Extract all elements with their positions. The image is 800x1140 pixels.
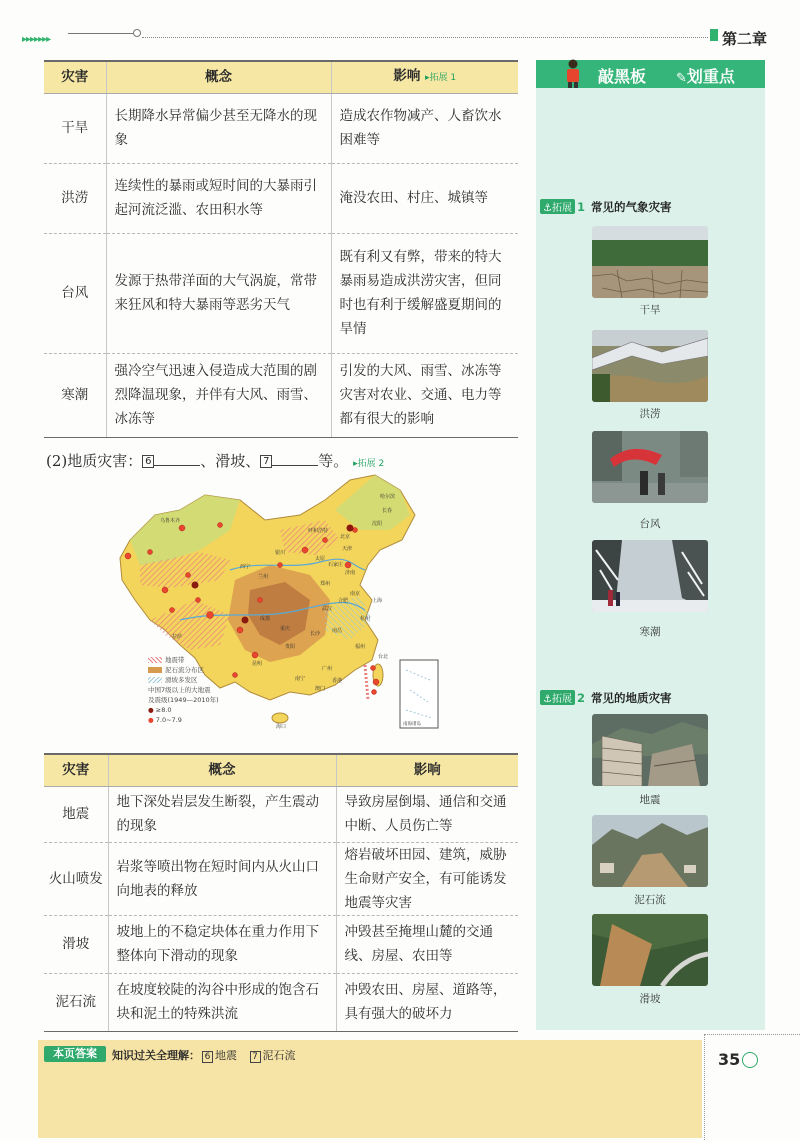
debris-flow-image [592, 815, 708, 887]
table-row [44, 93, 518, 163]
svg-text:沈阳: 沈阳 [372, 521, 383, 527]
teacher-icon [564, 58, 582, 88]
geological-disaster-table [44, 753, 518, 1032]
timer-icon [742, 1052, 758, 1068]
disaster-concept: 坡地上的不稳定块体在重力作用下整体向下滑动的现象 [108, 915, 336, 973]
col-header-impact [331, 61, 518, 93]
disaster-concept: 强冷空气迅速入侵造成大范围的剧烈降温现象，并伴有大风、雨雪、冰冻等 [106, 353, 331, 437]
svg-text:石家庄: 石家庄 [328, 562, 344, 568]
flood-image [592, 330, 708, 402]
svg-text:台北: 台北 [378, 654, 389, 660]
legend-item: ● ≥8.0 [148, 706, 172, 714]
banner-title-right-label: 划重点 [686, 67, 735, 86]
header-dotted-rule [142, 37, 708, 38]
drought-photo [592, 226, 708, 298]
disaster-name: 泥石流 [44, 973, 108, 1031]
svg-text:澳门: 澳门 [315, 686, 326, 692]
extension-tag: ▸拓展 2 [353, 459, 385, 469]
svg-text:兰州: 兰州 [258, 574, 269, 580]
extension-badge-label: 拓展 [551, 694, 572, 705]
photo-caption: 寒潮 [639, 626, 661, 638]
answer-badge: 本页答案 [44, 1046, 106, 1062]
svg-text:香港: 香港 [332, 678, 343, 684]
disaster-concept: 在坡度较陡的沟谷中形成的饱含石块和泥土的特殊洪流 [108, 973, 336, 1031]
question-suffix: 等。 [318, 452, 349, 470]
cold-wave-image [592, 540, 708, 612]
disaster-concept: 发源于热带洋面的大气涡旋，常带来狂风和特大暴雨等恶劣天气 [106, 233, 331, 353]
legend-item: ● 7.0~7.9 [148, 716, 182, 724]
disaster-name: 火山喷发 [44, 842, 108, 915]
answer-number-7: 7 [250, 1051, 261, 1063]
disaster-name: 滑坡 [44, 915, 108, 973]
chapter-tab-icon [710, 29, 718, 41]
page-corner-rule [704, 1034, 705, 1140]
table-row [44, 163, 518, 233]
col-header-disaster: 灾害 [44, 61, 106, 93]
legend-label: 泥石流分布区 [165, 666, 204, 674]
map-legend [148, 655, 219, 725]
svg-text:长春: 长春 [382, 508, 393, 514]
disaster-impact: 熔岩破坏田园、建筑，威胁生命财产安全，有可能诱发地震等灾害 [336, 842, 518, 915]
legend-item [148, 655, 219, 665]
extension-badge: ⚓拓展 [540, 690, 575, 705]
sidebar-banner [536, 60, 765, 88]
disaster-name: 洪涝 [44, 163, 106, 233]
answer-blank-7[interactable] [272, 454, 318, 466]
disaster-impact: 淹没农田、村庄、城镇等 [331, 163, 518, 233]
svg-text:哈尔滨: 哈尔滨 [380, 494, 396, 500]
extension-number: 1 [576, 200, 585, 214]
answer-value-7: 泥石流 [262, 1049, 296, 1062]
legend-swatch [148, 657, 162, 663]
banner-title-right: ✎划重点 [676, 67, 735, 86]
svg-text:天津: 天津 [342, 546, 353, 552]
svg-text:长沙: 长沙 [310, 631, 321, 637]
earthquake-photo [592, 714, 708, 786]
chapter-title: 第二章 [722, 30, 768, 48]
svg-text:太原: 太原 [315, 556, 326, 562]
svg-text:拉萨: 拉萨 [172, 634, 183, 640]
svg-text:上海: 上海 [372, 598, 383, 604]
svg-text:海口: 海口 [276, 724, 287, 730]
table-row [44, 786, 518, 842]
photo-caption: 泥石流 [634, 894, 666, 906]
extension-1-heading [540, 199, 671, 215]
table-row [44, 842, 518, 915]
answer-label: 知识过关全理解： [112, 1049, 200, 1062]
header-rule [68, 33, 134, 34]
disaster-name: 干旱 [44, 93, 106, 163]
disaster-impact: 冲毁农田、房屋、道路等，具有强大的破坏力 [336, 973, 518, 1031]
col-header-impact-label: 影响 [393, 68, 421, 85]
flood-photo [592, 330, 708, 402]
svg-text:重庆: 重庆 [280, 626, 291, 632]
table-header-row [44, 61, 518, 93]
legend-swatch [148, 667, 162, 673]
legend-label: 滑坡多发区 [165, 676, 198, 684]
photo-caption: 滑坡 [639, 993, 661, 1005]
question-prefix: (2)地质灾害： [46, 452, 143, 470]
legend-label: 中国7级以上的大地震 [148, 686, 211, 694]
svg-text:乌鲁木齐: 乌鲁木齐 [160, 518, 181, 524]
svg-text:贵阳: 贵阳 [285, 644, 296, 650]
blank-number-7: 7 [260, 455, 272, 468]
extension-title: 常见的气象灾害 [590, 200, 672, 214]
svg-text:郑州: 郑州 [320, 581, 331, 587]
answer-blank-6[interactable] [154, 454, 200, 466]
answer-number-6: 6 [202, 1051, 213, 1063]
geological-disaster-question [46, 450, 384, 471]
typhoon-photo [592, 431, 708, 503]
page-corner-rule [704, 1034, 800, 1035]
disaster-name: 地震 [44, 786, 108, 842]
table-row [44, 915, 518, 973]
page-number: 35 [718, 1050, 741, 1069]
svg-text:南宁: 南宁 [295, 676, 306, 682]
svg-text:杭州: 杭州 [360, 616, 371, 622]
photo-caption: 干旱 [639, 304, 661, 316]
disaster-impact: 既有利又有弊，带来的特大暴雨易造成洪涝灾害，但同时也有利于缓解盛夏期间的旱情 [331, 233, 518, 353]
disaster-concept: 连续性的暴雨或短时间的大暴雨引起河流泛滥、农田积水等 [106, 163, 331, 233]
svg-text:北京: 北京 [340, 534, 351, 540]
svg-text:福州: 福州 [355, 644, 366, 650]
svg-text:合肥: 合肥 [338, 598, 349, 604]
svg-text:南昌: 南昌 [332, 628, 343, 634]
svg-text:成都: 成都 [260, 616, 271, 622]
typhoon-image [592, 431, 708, 503]
disaster-impact: 导致房屋倒塌、通信和交通中断、人员伤亡等 [336, 786, 518, 842]
svg-text:银川: 银川 [275, 550, 286, 556]
header-circle-icon [133, 29, 141, 37]
arrow-decoration-icon: ▸▸▸▸▸▸▸ [22, 34, 51, 45]
svg-text:武汉: 武汉 [322, 606, 333, 612]
question-mid: 、滑坡、 [200, 452, 261, 470]
disaster-concept: 岩浆等喷出物在短时间内从火山口向地表的释放 [108, 842, 336, 915]
extension-title: 常见的地质灾害 [590, 691, 672, 705]
legend-item [148, 665, 219, 675]
extension-tag: ▸拓展 1 [425, 73, 457, 84]
table-row [44, 973, 518, 1031]
svg-text:昆明: 昆明 [252, 661, 263, 667]
svg-text:南海诸岛: 南海诸岛 [403, 722, 421, 727]
earthquake-image [592, 714, 708, 786]
photo-caption: 洪涝 [639, 408, 661, 420]
disaster-concept: 长期降水异常偏少甚至无降水的现象 [106, 93, 331, 163]
svg-text:南京: 南京 [350, 591, 361, 597]
disaster-impact: 造成农作物减产、人畜饮水困难等 [331, 93, 518, 163]
legend-label: 及震级(1949—2010年) [148, 696, 219, 704]
col-header-impact: 影响 [336, 754, 518, 786]
answer-text [112, 1047, 296, 1063]
extension-badge: ⚓拓展 [540, 199, 575, 214]
disaster-concept: 地下深处岩层发生断裂，产生震动的现象 [108, 786, 336, 842]
debris-flow-photo [592, 815, 708, 887]
disaster-name: 台风 [44, 233, 106, 353]
banner-title-left: 敲黑板 [598, 67, 647, 86]
cold-wave-photo [592, 540, 708, 612]
col-header-disaster: 灾害 [44, 754, 108, 786]
table-row [44, 353, 518, 437]
legend-label: 地震带 [165, 656, 185, 664]
page-header [0, 28, 800, 52]
svg-text:西宁: 西宁 [240, 564, 251, 570]
extension-number: 2 [576, 691, 585, 705]
legend-item [148, 675, 219, 685]
disaster-impact: 引发的大风、雨雪、冰冻等灾害对农业、交通、电力等都有很大的影响 [331, 353, 518, 437]
legend-label: 7.0~7.9 [155, 716, 182, 724]
svg-text:广州: 广州 [322, 666, 333, 672]
extension-badge-label: 拓展 [551, 203, 572, 214]
svg-text:济南: 济南 [345, 570, 356, 576]
disaster-name: 寒潮 [44, 353, 106, 437]
photo-caption: 台风 [639, 518, 661, 530]
meteorological-disaster-table [44, 60, 518, 438]
blank-number-6: 6 [142, 455, 154, 468]
landslide-image [592, 914, 708, 986]
drought-image [592, 226, 708, 298]
col-header-concept: 概念 [106, 61, 331, 93]
legend-label: ≥8.0 [155, 706, 172, 714]
disaster-impact: 冲毁甚至掩埋山麓的交通线、房屋、农田等 [336, 915, 518, 973]
table-header-row [44, 754, 518, 786]
table-row [44, 233, 518, 353]
extension-2-heading [540, 690, 671, 706]
landslide-photo [592, 914, 708, 986]
answer-value-6: 地震 [215, 1049, 237, 1062]
svg-text:呼和浩特: 呼和浩特 [308, 528, 329, 534]
photo-caption: 地震 [639, 794, 661, 806]
col-header-concept: 概念 [108, 754, 336, 786]
legend-swatch [148, 677, 162, 683]
